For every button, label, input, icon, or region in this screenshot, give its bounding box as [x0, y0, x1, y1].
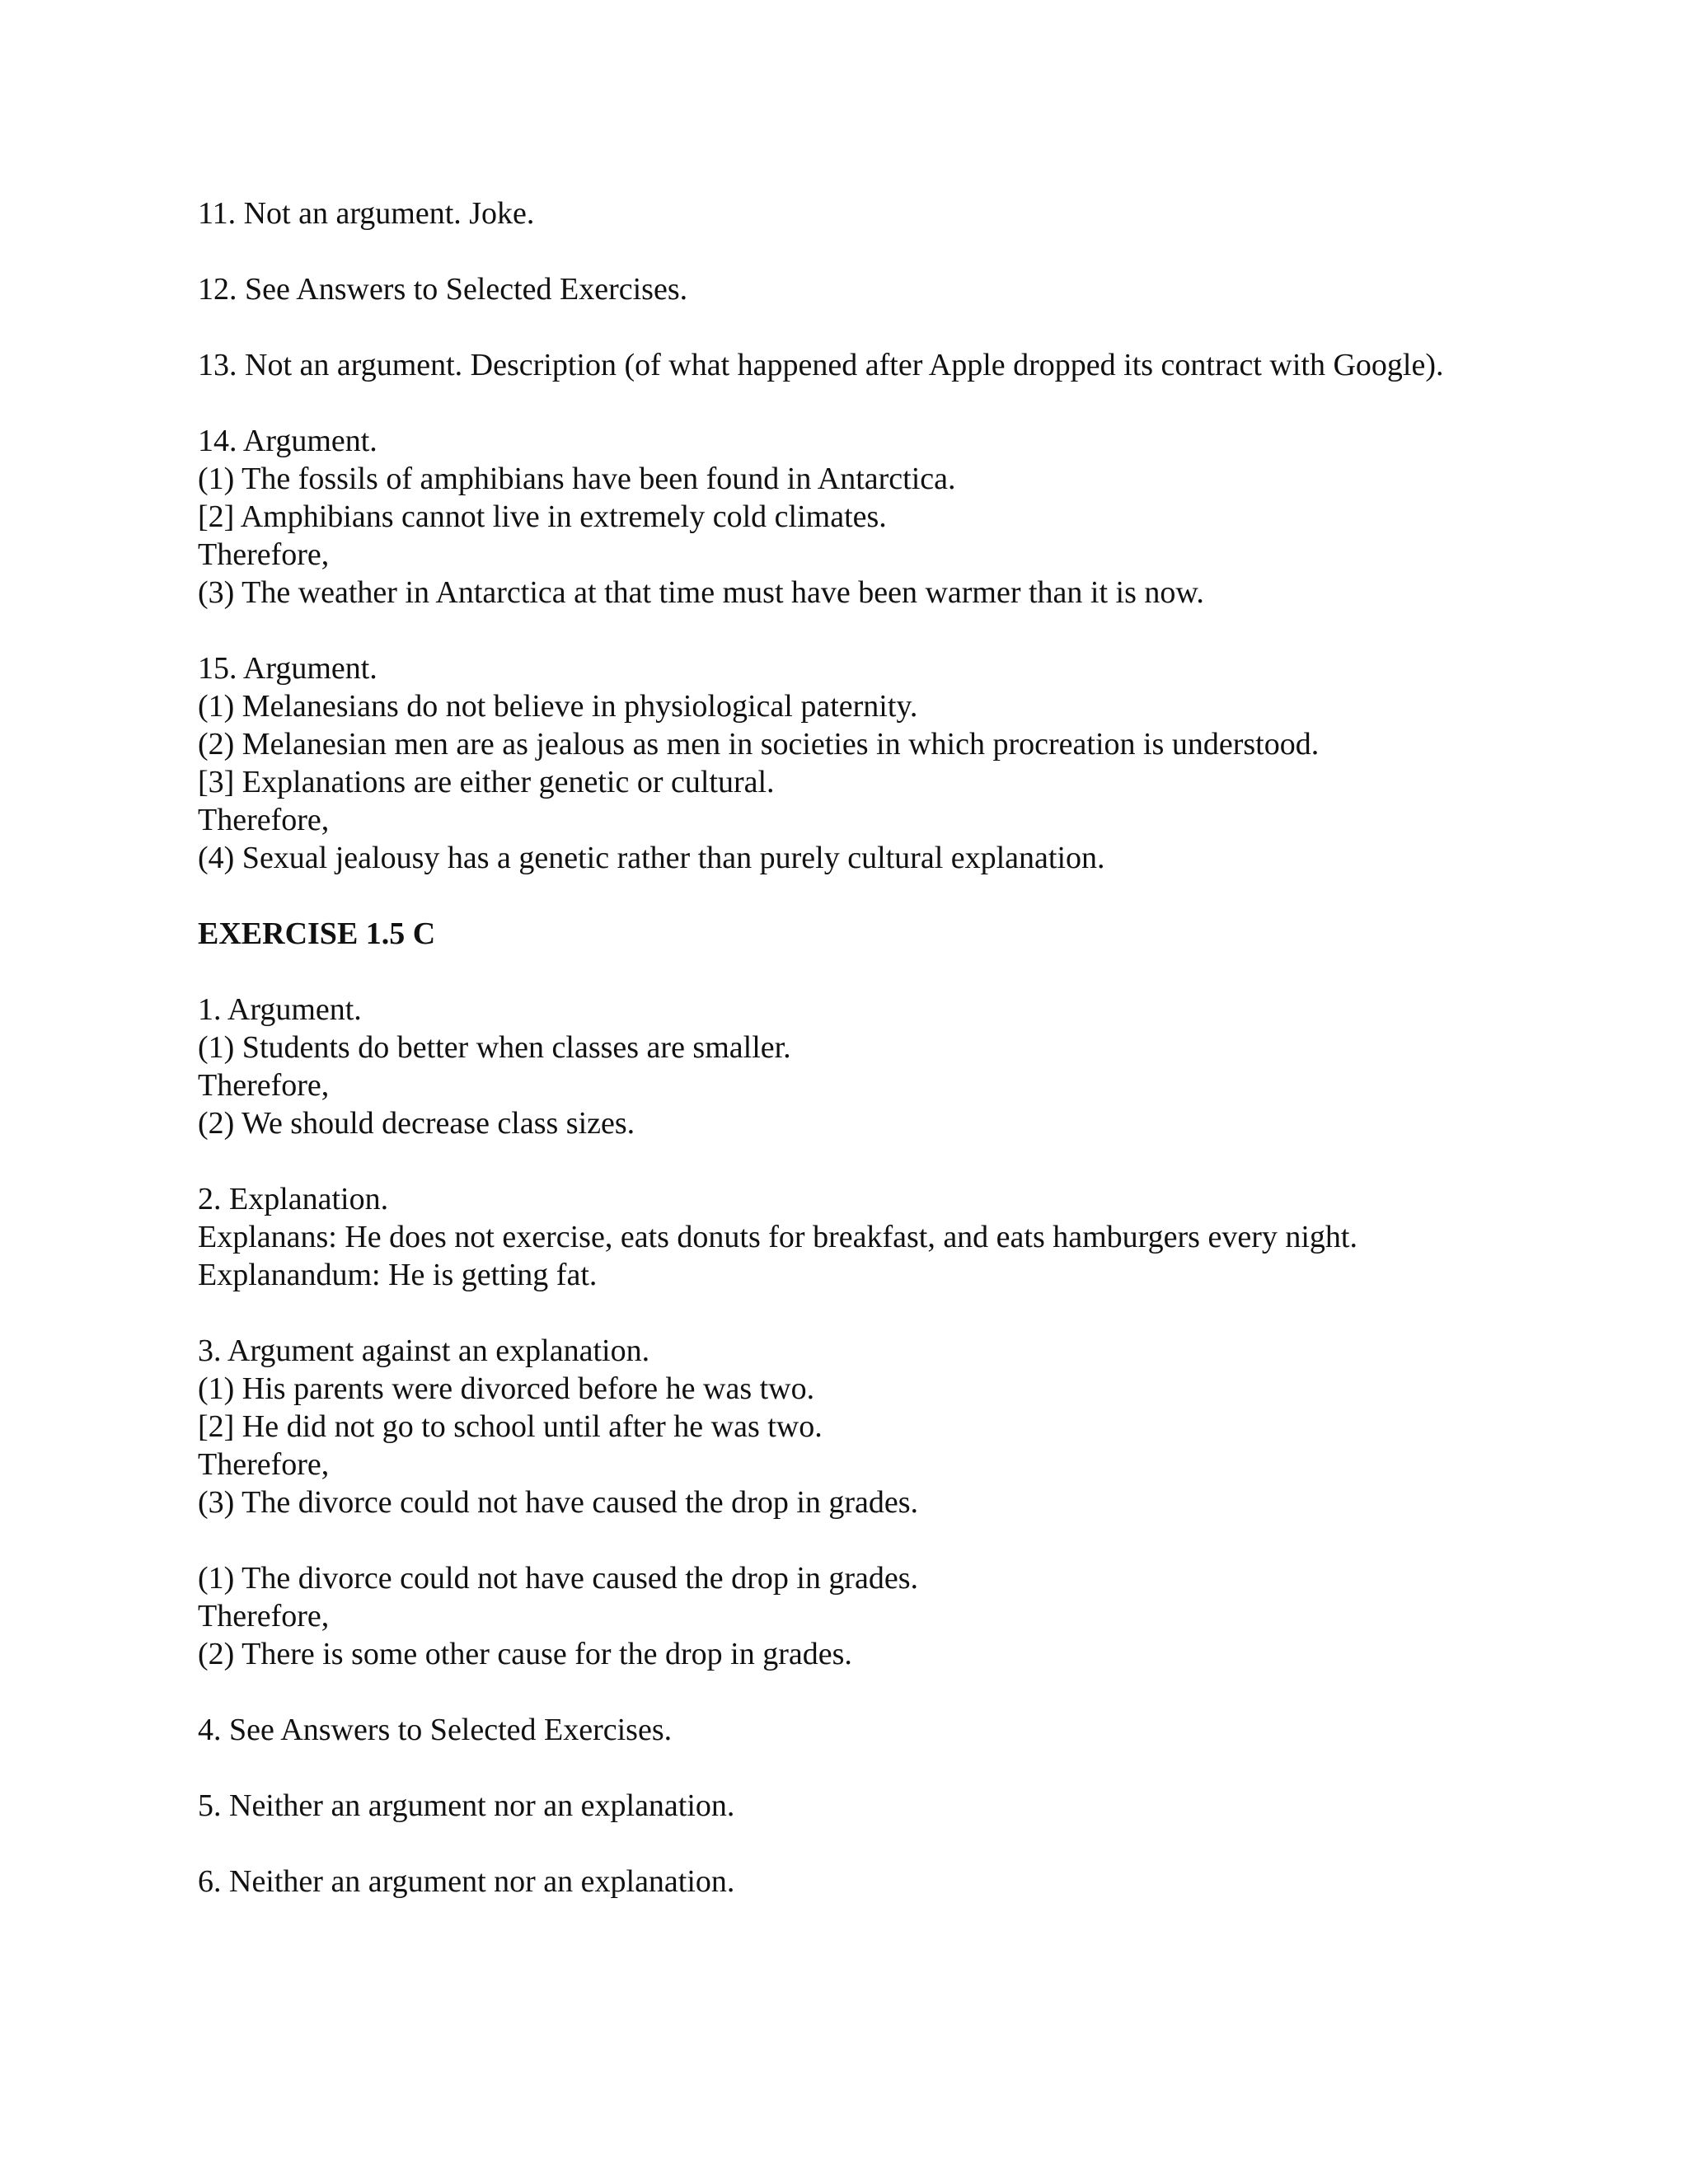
answer-12 — [198, 270, 1533, 308]
exercise-c-answer-3-continued — [198, 1559, 1533, 1673]
answer-13 — [198, 346, 1533, 384]
answer-14-header: 14. Argument. — [198, 424, 377, 458]
exercise-c-answer-2 — [198, 1180, 1533, 1294]
answer-11-text: 11. Not an argument. Joke. — [198, 196, 535, 231]
exercise-c-3b-line: Therefore, — [198, 1599, 330, 1633]
exercise-heading — [198, 915, 1533, 953]
document-page — [198, 194, 1533, 1938]
exercise-c-2-line: Explanandum: He is getting fat. — [198, 1258, 598, 1292]
exercise-c-answer-1 — [198, 991, 1533, 1142]
exercise-c-3-header: 3. Argument against an explanation. — [198, 1333, 650, 1368]
exercise-c-answer-4 — [198, 1711, 1533, 1749]
answer-11 — [198, 194, 1533, 232]
exercise-c-3-line: (3) The divorce could not have caused the drop in grades. — [198, 1485, 919, 1520]
exercise-c-1-line: (1) Students do better when classes are smaller. — [198, 1030, 791, 1065]
exercise-c-answer-5 — [198, 1787, 1533, 1825]
answer-14 — [198, 422, 1533, 612]
answer-15-line: Therefore, — [198, 803, 330, 837]
exercise-c-2-header: 2. Explanation. — [198, 1182, 389, 1216]
answer-15-line: (1) Melanesians do not believe in physiological paternity. — [198, 689, 918, 724]
answer-13-text: 13. Not an argument. Description (of what happened after Apple dropped its contract with Google). — [198, 348, 1444, 382]
section-heading: EXERCISE 1.5 C — [198, 916, 436, 951]
exercise-c-5-text: 5. Neither an argument nor an explanation. — [198, 1788, 735, 1823]
exercise-c-3-line: Therefore, — [198, 1447, 330, 1482]
answer-15-line: (2) Melanesian men are as jealous as men in societies in which procreation is understood. — [198, 727, 1320, 762]
exercise-c-answer-6 — [198, 1863, 1533, 1900]
exercise-c-3-line: [2] He did not go to school until after he was two. — [198, 1409, 823, 1444]
exercise-c-answer-3 — [198, 1332, 1533, 1521]
answer-14-line: (3) The weather in Antarctica at that time must have been warmer than it is now. — [198, 575, 1204, 610]
answer-15 — [198, 649, 1533, 877]
answer-15-line: (4) Sexual jealousy has a genetic rather than purely cultural explanation. — [198, 841, 1105, 875]
answer-14-line: (1) The fossils of amphibians have been found in Antarctica. — [198, 462, 956, 496]
exercise-c-1-line: (2) We should decrease class sizes. — [198, 1106, 635, 1141]
exercise-c-2-line: Explanans: He does not exercise, eats donuts for breakfast, and eats hamburgers every night. — [198, 1220, 1357, 1254]
exercise-c-1-line: Therefore, — [198, 1068, 330, 1103]
exercise-c-6-text: 6. Neither an argument nor an explanation. — [198, 1864, 735, 1899]
answer-14-line: [2] Amphibians cannot live in extremely cold climates. — [198, 499, 887, 534]
answer-15-header: 15. Argument. — [198, 651, 377, 686]
exercise-c-3b-line: (1) The divorce could not have caused the drop in grades. — [198, 1561, 919, 1596]
exercise-c-3b-line: (2) There is some other cause for the drop in grades. — [198, 1637, 852, 1671]
answer-12-text: 12. See Answers to Selected Exercises. — [198, 272, 688, 307]
exercise-c-4-text: 4. See Answers to Selected Exercises. — [198, 1713, 673, 1747]
exercise-c-3-line: (1) His parents were divorced before he was two. — [198, 1371, 815, 1406]
exercise-c-1-header: 1. Argument. — [198, 992, 362, 1027]
answer-15-line: [3] Explanations are either genetic or cultural. — [198, 765, 775, 799]
answer-14-line: Therefore, — [198, 537, 330, 572]
